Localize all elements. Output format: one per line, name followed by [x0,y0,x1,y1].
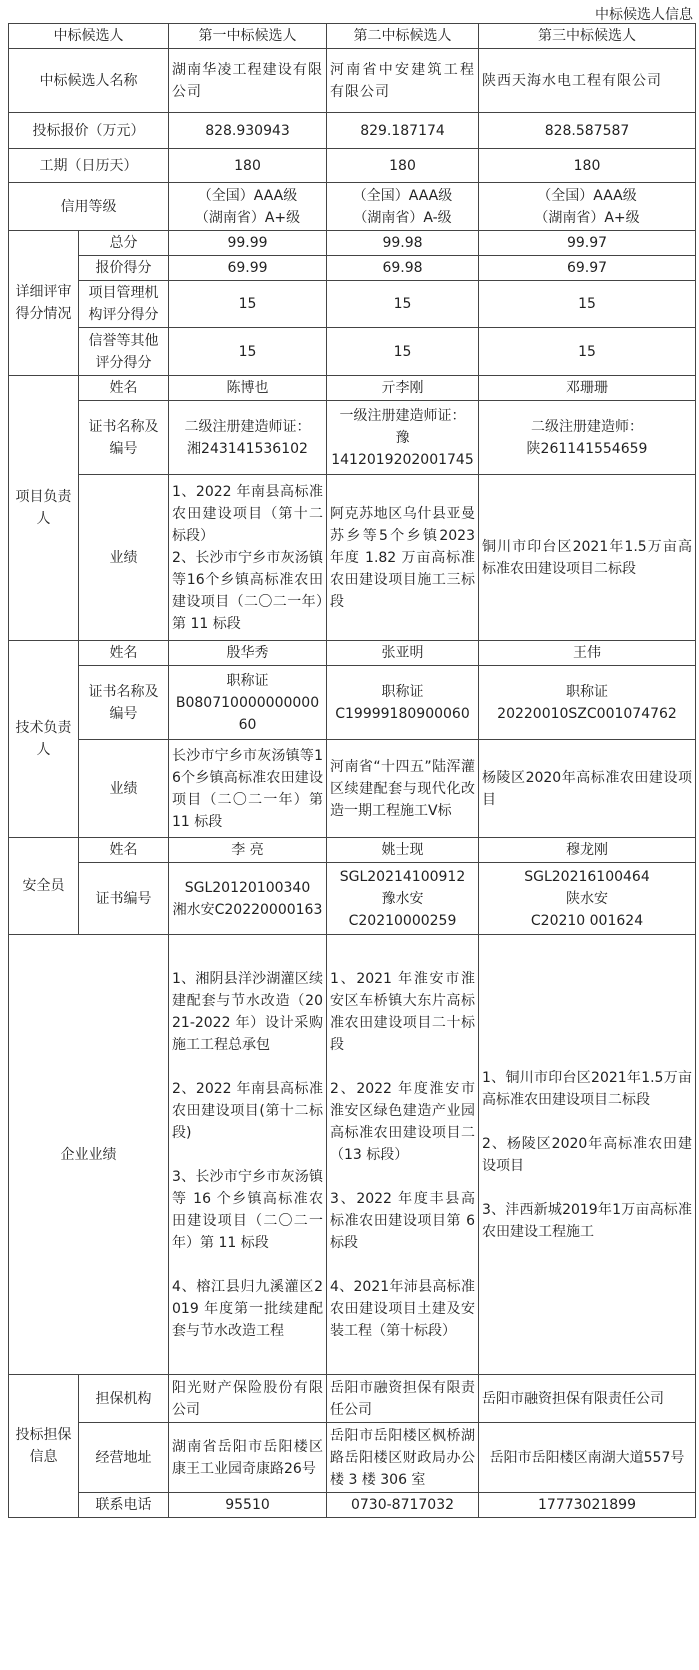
table-cell: 180 [327,149,479,183]
row-label: 企业业绩 [9,935,169,1375]
table-cell: 职称证 B08071000000000060 [169,666,327,740]
group-label: 详细评审得分情况 [9,231,79,376]
table-cell: 0730-8717032 [327,1493,479,1518]
table-cell: 69.98 [327,256,479,281]
row-label: 姓名 [79,641,169,666]
table-cell: 15 [479,281,696,328]
table-cell: 69.97 [479,256,696,281]
table-cell: 95510 [169,1493,327,1518]
row-label: 信用等级 [9,183,169,231]
safety-cert-row [9,863,696,935]
table-cell: 17773021899 [479,1493,696,1518]
table-cell: 穆龙刚 [479,838,696,863]
table-cell: 99.98 [327,231,479,256]
page-title: 中标候选人信息 [595,7,693,23]
table-cell: 69.99 [169,256,327,281]
table-cell: 陈博也 [169,376,327,401]
candidate-table [8,23,696,1518]
tech-name-row [9,641,696,666]
table-cell: 湖南省岳阳市岳阳楼区康王工业园奇康路26号 [169,1423,327,1493]
row-label: 项目管理机构评分得分 [79,281,169,328]
table-cell: 1、湘阴县洋沙湖灌区续建配套与节水改造（2021-2022 年）设计采购施工工程总承包 2、2022 年南县高标准农田建设项目(第十二标段) 3、长沙市宁乡市灰汤镇等 16 个乡镇高标准农田建设项目（二〇二一 年）第 11 标段 4、榕江县归九溪灌区2019 年度第一批续建配套与节水改造工程 [169,935,327,1375]
row-label: 姓名 [79,838,169,863]
group-label: 项目负责人 [9,376,79,641]
guarantee-phone-row [9,1493,696,1518]
table-cell: 二级注册建造师证： 湘243141536102 [169,401,327,475]
group-label: 安全员 [9,838,79,935]
pm-name-row [9,376,696,401]
table-cell: 李 亮 [169,838,327,863]
row-label: 证书名称及编号 [79,666,169,740]
table-cell: 河南省中安建筑工程有限公司 [327,49,479,113]
tech-cert-row [9,666,696,740]
row-label: 总分 [79,231,169,256]
table-cell: 829.187174 [327,113,479,149]
guarantee-org-row [9,1375,696,1423]
row-label: 证书名称及编号 [79,401,169,475]
table-cell: 828.587587 [479,113,696,149]
table-cell: 职称证 C19999180900060 [327,666,479,740]
score-price-row [9,256,696,281]
row-label: 经营地址 [79,1423,169,1493]
table-cell: 99.99 [169,231,327,256]
row-label: 中标候选人名称 [9,49,169,113]
row-label: 证书编号 [79,863,169,935]
table-cell: 15 [169,281,327,328]
group-label: 技术负责人 [9,641,79,838]
table-cell: 邓珊珊 [479,376,696,401]
table-cell: （全国）AAA级 （湖南省）A+级 [479,183,696,231]
row-label: 投标报价（万元） [9,113,169,149]
period-row [9,149,696,183]
table-cell: （全国）AAA级 （湖南省）A-级 [327,183,479,231]
table-cell: 阿克苏地区乌什县亚曼苏乡等5个乡镇2023 年度 1.82 万亩高标准农田建设项目施工三标段 [327,475,479,641]
table-cell: 一级注册建造师证： 豫 1412019202001745 [327,401,479,475]
header-col-1: 第一中标候选人 [169,24,327,49]
tech-perf-row [9,740,696,838]
candidate-name-row [9,49,696,113]
table-cell: （全国）AAA级 （湖南省）A+级 [169,183,327,231]
row-label: 业绩 [79,740,169,838]
table-cell: 1、2022 年南县高标准农田建设项目（第十二标段） 2、长沙市宁乡市灰汤镇等16个乡镇高标准农田 建设项目（二〇二一年）第 11 标段 [169,475,327,641]
table-cell: 陕西天海水电工程有限公司 [479,49,696,113]
row-label: 信誉等其他评分得分 [79,328,169,376]
header-label: 中标候选人 [9,24,169,49]
bid-row [9,113,696,149]
row-label: 工期（日历天） [9,149,169,183]
table-cell: 15 [479,328,696,376]
table-cell: 阳光财产保险股份有限公司 [169,1375,327,1423]
table-cell: 180 [479,149,696,183]
table-cell: 180 [169,149,327,183]
table-cell: 王伟 [479,641,696,666]
score-total-row [9,231,696,256]
header-row [9,24,696,49]
row-label: 报价得分 [79,256,169,281]
row-label: 联系电话 [79,1493,169,1518]
credit-row [9,183,696,231]
row-label: 业绩 [79,475,169,641]
header-col-2: 第二中标候选人 [327,24,479,49]
table-cell: 铜川市印台区2021年1.5万亩高标准农田建设项目二标段 [479,475,696,641]
table-cell: 1、铜川市印台区2021年1.5万亩高标准农田建设项目二标段 2、杨陵区2020年高标准农田建设项目 3、沣西新城2019年1万亩高标准农田建设工程施工 [479,935,696,1375]
table-cell: 岳阳市岳阳楼区南湖大道557号 [479,1423,696,1493]
table-cell: 殷华秀 [169,641,327,666]
table-cell: 长沙市宁乡市灰汤镇等16个乡镇高标准农田建设项目（二〇二一年）第 11 标段 [169,740,327,838]
table-cell: 15 [169,328,327,376]
table-cell: 二级注册建造师： 陕261141554659 [479,401,696,475]
pm-cert-row [9,401,696,475]
table-cell: 99.97 [479,231,696,256]
table-cell: SGL20214100912 豫水安 C20210000259 [327,863,479,935]
table-cell: 828.930943 [169,113,327,149]
safety-name-row [9,838,696,863]
table-cell: 湖南华凌工程建设有限公司 [169,49,327,113]
row-label: 姓名 [79,376,169,401]
header-col-3: 第三中标候选人 [479,24,696,49]
table-cell: 职称证 20220010SZC001074762 [479,666,696,740]
score-other-row [9,328,696,376]
table-cell: 15 [327,281,479,328]
table-cell: 河南省“十四五”陆浑灌区续建配套与现代化改造一期工程施工Ⅴ标 [327,740,479,838]
table-cell: SGL20120100340 湘水安C20220000163 [169,863,327,935]
table-cell: SGL20216100464 陕水安 C20210 001624 [479,863,696,935]
table-cell: 姚士现 [327,838,479,863]
table-cell: 岳阳市岳阳楼区枫桥湖路岳阳楼区财政局办公楼 3 楼 306 室 [327,1423,479,1493]
table-cell: 岳阳市融资担保有限责任公司 [327,1375,479,1423]
corp-perf-row [9,935,696,1375]
table-cell: 15 [327,328,479,376]
group-label: 投标担保信息 [9,1375,79,1518]
table-cell: 杨陵区2020年高标准农田建设项目 [479,740,696,838]
table-cell: 岳阳市融资担保有限责任公司 [479,1375,696,1423]
table-cell: 张亚明 [327,641,479,666]
score-mgmt-row [9,281,696,328]
row-label: 担保机构 [79,1375,169,1423]
guarantee-addr-row [9,1423,696,1493]
table-cell: 亓李刚 [327,376,479,401]
table-cell: 1、2021 年淮安市淮安区车桥镇大东片高标准农田建设项目二十标段 2、2022 年度淮安市淮安区绿色建造产业园高标准农田建设项目二（13 标段） 3、2022 年度丰县高标准农田建设项目第 6 标段 4、2021年沛县高标准农田建设项目土建及安装工程（第十标段） [327,935,479,1375]
pm-perf-row [9,475,696,641]
